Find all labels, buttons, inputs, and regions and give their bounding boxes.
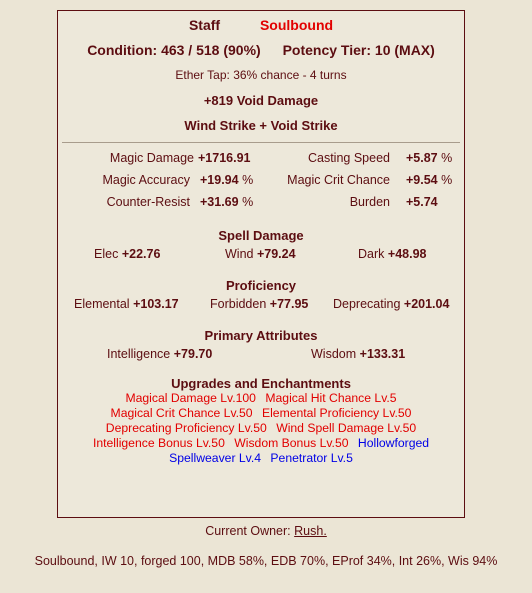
stat-label: Magic Crit Chance xyxy=(287,173,390,187)
enchant-item: Penetrator Lv.5 xyxy=(270,451,353,465)
owner-link[interactable]: Rush. xyxy=(294,524,327,538)
item-card xyxy=(57,10,465,518)
stat-unit: % xyxy=(242,173,254,187)
stat-label: Counter-Resist xyxy=(106,195,190,209)
proficiency-deprecating: Deprecating +201.04 xyxy=(333,297,450,311)
upgrades-line xyxy=(58,436,464,451)
ether-tap-text: : 36% chance - 4 turns xyxy=(226,68,347,82)
condition-label: Condition: xyxy=(87,42,158,58)
condition-line xyxy=(58,42,464,58)
stat-value: +9.54 xyxy=(406,173,438,187)
stat-value: +5.74 xyxy=(406,195,438,209)
ether-tap-line xyxy=(58,68,464,82)
stat-label: Casting Speed xyxy=(307,151,390,165)
stat-value-wrap xyxy=(200,173,253,187)
stat-value: +5.87 xyxy=(406,151,438,165)
spell-damage-wind: Wind +79.24 xyxy=(225,247,296,261)
primary-attributes-title: Primary Attributes xyxy=(204,328,318,343)
item-header xyxy=(58,17,464,33)
divider xyxy=(62,142,460,143)
stat-unit: % xyxy=(242,195,254,209)
stat-value: +31.69 xyxy=(200,195,239,209)
stat-label: Burden xyxy=(349,195,390,209)
upgrade-item: Wisdom Bonus Lv.50 xyxy=(234,436,349,450)
spell-damage-title: Spell Damage xyxy=(218,228,304,243)
upgrades-line xyxy=(58,421,464,436)
stat-value: +19.94 xyxy=(200,173,239,187)
owner-label: Current Owner: xyxy=(205,524,291,538)
proficiency-elemental: Elemental +103.17 xyxy=(74,297,179,311)
stat-unit: % xyxy=(441,151,453,165)
stat-unit: % xyxy=(441,173,453,187)
stat-value-wrap xyxy=(406,173,452,187)
stat-value: +1716.91 xyxy=(198,151,251,165)
upgrade-item: Intelligence Bonus Lv.50 xyxy=(92,436,225,450)
proficiency-title: Proficiency xyxy=(225,278,297,293)
upgrade-item: Magical Crit Chance Lv.50 xyxy=(110,406,253,420)
spell-damage-dark: Dark +48.98 xyxy=(358,247,427,261)
upgrade-item: Elemental Proficiency Lv.50 xyxy=(261,406,412,420)
item-summary: Soulbound, IW 10, forged 100, MDB 58%, EDB 70%, EProf 34%, Int 26%, Wis 94% xyxy=(34,554,498,568)
stat-value-wrap xyxy=(200,195,253,209)
current-owner xyxy=(0,524,532,538)
upgrade-item: Magical Hit Chance Lv.5 xyxy=(265,391,397,405)
condition-value: 463 / 518 (90%) xyxy=(161,42,261,58)
proficiency-forbidden: Forbidden +77.95 xyxy=(210,297,309,311)
potency-value: 10 (MAX) xyxy=(374,42,435,58)
upgrades-title: Upgrades and Enchantments xyxy=(171,376,351,391)
enchant-item: Hollowforged xyxy=(357,436,430,450)
stat-label: Magic Accuracy xyxy=(102,173,190,187)
enchant-item: Spellweaver Lv.4 xyxy=(169,451,262,465)
potency-label: Potency Tier: xyxy=(282,42,372,58)
void-damage-line: +819 Void Damage xyxy=(203,93,319,108)
ether-tap-label: Ether Tap xyxy=(175,68,227,82)
strike-line: Wind Strike + Void Strike xyxy=(184,118,338,133)
upgrade-item: Wind Spell Damage Lv.50 xyxy=(276,421,417,435)
upgrades-line xyxy=(58,391,464,406)
upgrade-item: Deprecating Proficiency Lv.50 xyxy=(105,421,267,435)
upgrades-list xyxy=(58,391,464,466)
attribute-intelligence: Intelligence +79.70 xyxy=(107,347,213,361)
attribute-wisdom: Wisdom +133.31 xyxy=(311,347,406,361)
stat-label: Magic Damage xyxy=(109,151,194,165)
upgrade-item: Magical Damage Lv.100 xyxy=(125,391,256,405)
stat-value-wrap xyxy=(406,151,452,165)
spell-damage-elec: Elec +22.76 xyxy=(94,247,161,261)
upgrades-line xyxy=(58,406,464,421)
upgrades-line xyxy=(58,451,464,466)
soulbound-label: Soulbound xyxy=(259,17,334,33)
item-type: Staff xyxy=(188,17,221,33)
